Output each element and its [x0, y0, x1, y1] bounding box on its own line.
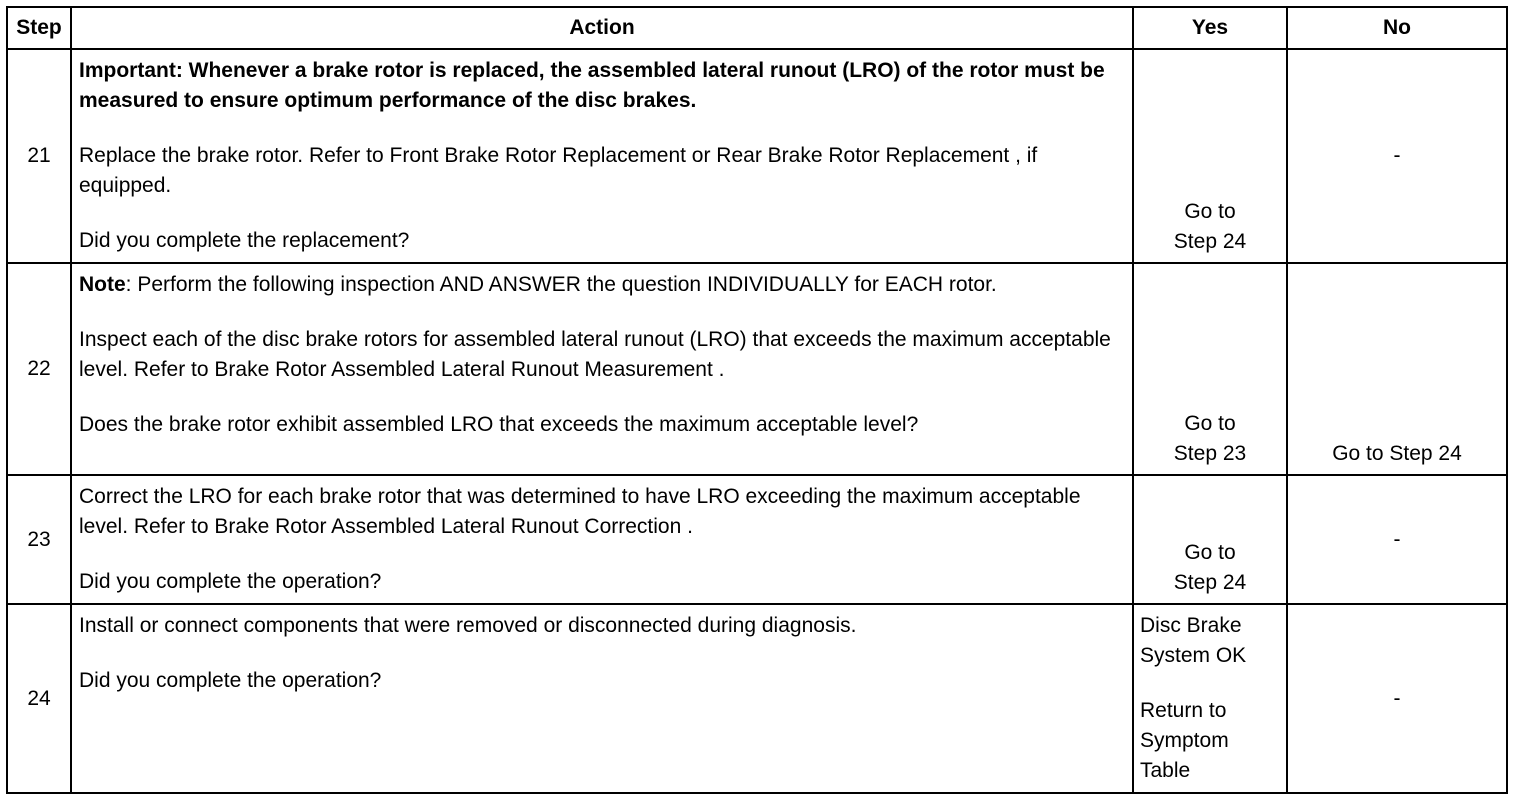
action-cell: [71, 604, 1133, 793]
step-number: 22: [7, 263, 71, 475]
instruction-text: Replace the brake rotor. Refer to Front Brake Rotor Replacement or Rear Brake Rotor Replacement , if equipped.: [79, 144, 1038, 197]
yes-cell: [1133, 475, 1287, 604]
question-text: Did you complete the operation?: [79, 669, 382, 692]
yes-cell: [1133, 604, 1287, 793]
yes-result: Return to Symptom Table: [1140, 699, 1229, 782]
important-text: : Whenever a brake rotor is replaced, the assembled lateral runout (LRO) of the rotor must be measured to ensure optimum performance of the disc brakes.: [79, 59, 1105, 112]
note-label: Note: [79, 273, 126, 296]
instruction-text: Correct the LRO for each brake rotor that was determined to have LRO exceeding the maximum acceptable level. Refer to Brake Rotor Assembled Lateral Runout Correction .: [79, 485, 1081, 538]
diagnostic-table-container: [6, 6, 1506, 794]
yes-line: Go to: [1184, 412, 1236, 435]
yes-line: Go to: [1184, 200, 1236, 223]
yes-line: Go to: [1184, 541, 1236, 564]
note-text: : Perform the following inspection AND ANSWER the question INDIVIDUALLY for EACH rotor.: [125, 273, 997, 296]
header-yes: Yes: [1133, 7, 1287, 49]
step-number: 21: [7, 49, 71, 263]
table-row: [7, 49, 1507, 263]
no-cell: -: [1287, 475, 1507, 604]
header-action: Action: [71, 7, 1133, 49]
question-text: Does the brake rotor exhibit assembled LRO that exceeds the maximum acceptable level?: [79, 413, 919, 436]
yes-line: Step 24: [1173, 571, 1247, 594]
step-number: 24: [7, 604, 71, 793]
important-note: [79, 56, 1126, 116]
instruction-text: Inspect each of the disc brake rotors for assembled lateral runout (LRO) that exceeds the maximum acceptable level. Refer to Brake Rotor Assembled Lateral Runout Measurement .: [79, 328, 1111, 381]
yes-result: Disc Brake System OK: [1140, 614, 1247, 667]
instruction-text: Install or connect components that were removed or disconnected during diagnosis.: [79, 614, 857, 637]
header-row: [7, 7, 1507, 49]
header-step: Step: [7, 7, 71, 49]
diagnostic-table: [6, 6, 1508, 794]
table-row: [7, 475, 1507, 604]
header-no: No: [1287, 7, 1507, 49]
no-cell: -: [1287, 49, 1507, 263]
question-text: Did you complete the replacement?: [79, 229, 410, 252]
yes-cell: [1133, 49, 1287, 263]
table-row: [7, 604, 1507, 793]
step-number: 23: [7, 475, 71, 604]
table-row: [7, 263, 1507, 475]
no-cell: -: [1287, 604, 1507, 793]
yes-line: Step 23: [1173, 442, 1247, 465]
no-cell: Go to Step 24: [1287, 263, 1507, 475]
important-label: Important: [79, 59, 176, 82]
note-paragraph: [79, 270, 1126, 300]
yes-line: Step 24: [1173, 230, 1247, 253]
action-cell: [71, 49, 1133, 263]
action-cell: [71, 475, 1133, 604]
yes-cell: [1133, 263, 1287, 475]
action-cell: [71, 263, 1133, 475]
question-text: Did you complete the operation?: [79, 570, 382, 593]
